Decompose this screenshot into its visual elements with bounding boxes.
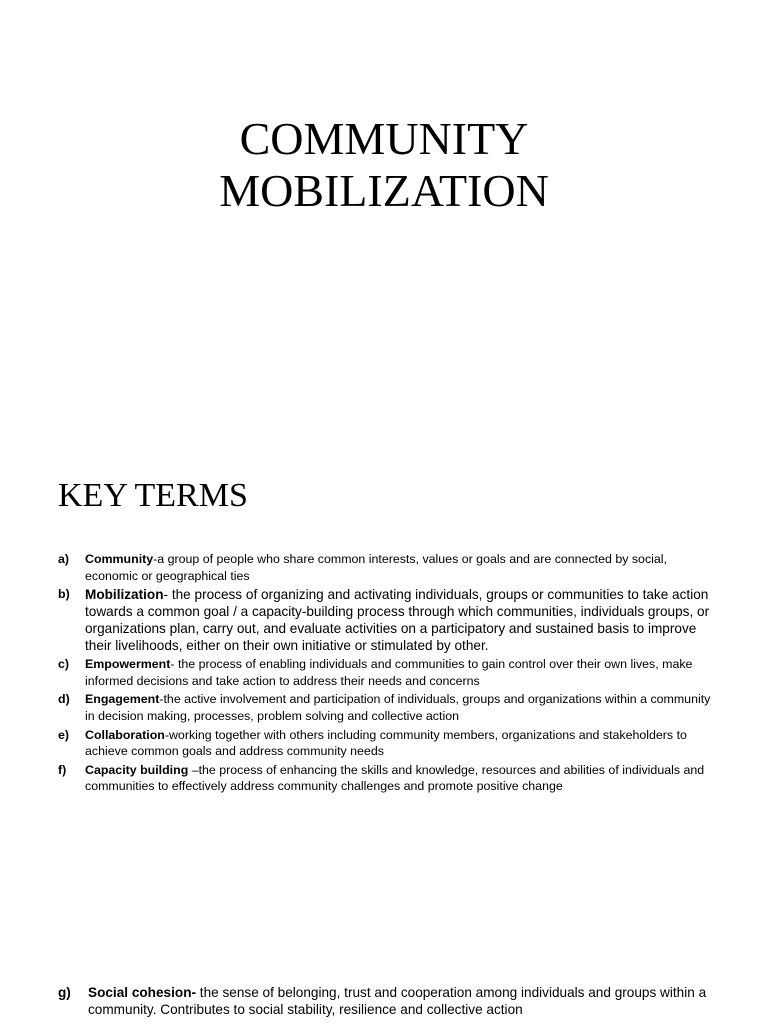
term-definition: -working together with others including community members, organizations and stakeholders to achieve common goals and address community needs — [85, 727, 687, 759]
list-marker: f) — [58, 762, 67, 777]
list-item — [58, 586, 718, 654]
list-marker: a) — [58, 552, 70, 566]
list-item — [58, 762, 718, 795]
list-item — [58, 984, 738, 1018]
list-marker: g) — [58, 985, 71, 1000]
key-terms-list-continued — [58, 984, 738, 1018]
list-item — [58, 551, 718, 584]
term-label: Collaboration — [85, 727, 165, 742]
term-definition: - the process of organizing and activating individuals, groups or communities to take action towards a common goal / a capacity-building process through which communities, individuals groups, or organizations plan, carry out, and evaluate activities on a participatory and sustained basis to improve their livelihoods, either on their own initiative or stimulated by other. — [85, 587, 710, 654]
page-title — [0, 113, 768, 217]
title-line-1: COMMUNITY — [239, 113, 529, 164]
term-label: Engagement — [85, 692, 160, 707]
term-definition: -a group of people who share common interests, values or goals and are connected by social, economic or geographical ties — [85, 552, 667, 583]
term-definition: - the process of enabling individuals and communities to gain control over their own lives, make informed decisions and take action to address their needs and concerns — [85, 657, 693, 688]
title-line-2: MOBILIZATION — [219, 165, 549, 216]
list-item — [58, 656, 718, 689]
key-terms-heading: KEY TERMS — [58, 477, 248, 514]
term-label: Community — [85, 552, 154, 566]
term-label: Social cohesion- — [88, 985, 197, 1000]
term-label: Empowerment — [85, 657, 171, 672]
key-terms-list — [58, 551, 718, 797]
term-label: Mobilization — [85, 587, 164, 603]
term-definition: -the active involvement and participation of individuals, groups and organizations within a community in decision making, processes, problem solving and collective action — [85, 692, 711, 723]
term-definition: the sense of belonging, trust and cooperation among individuals and groups within a community. Contributes to social stability, resilience and collective action — [88, 985, 707, 1017]
list-marker: b) — [58, 587, 70, 602]
list-item — [58, 727, 718, 760]
list-marker: c) — [58, 657, 70, 672]
term-label: Capacity building — [85, 762, 189, 777]
list-marker: e) — [58, 727, 70, 742]
list-marker: d) — [58, 692, 70, 707]
term-definition: –the process of enhancing the skills and knowledge, resources and abilities of individuals and communities to effectively address community challenges and promote positive change — [85, 762, 705, 794]
list-item — [58, 691, 718, 724]
